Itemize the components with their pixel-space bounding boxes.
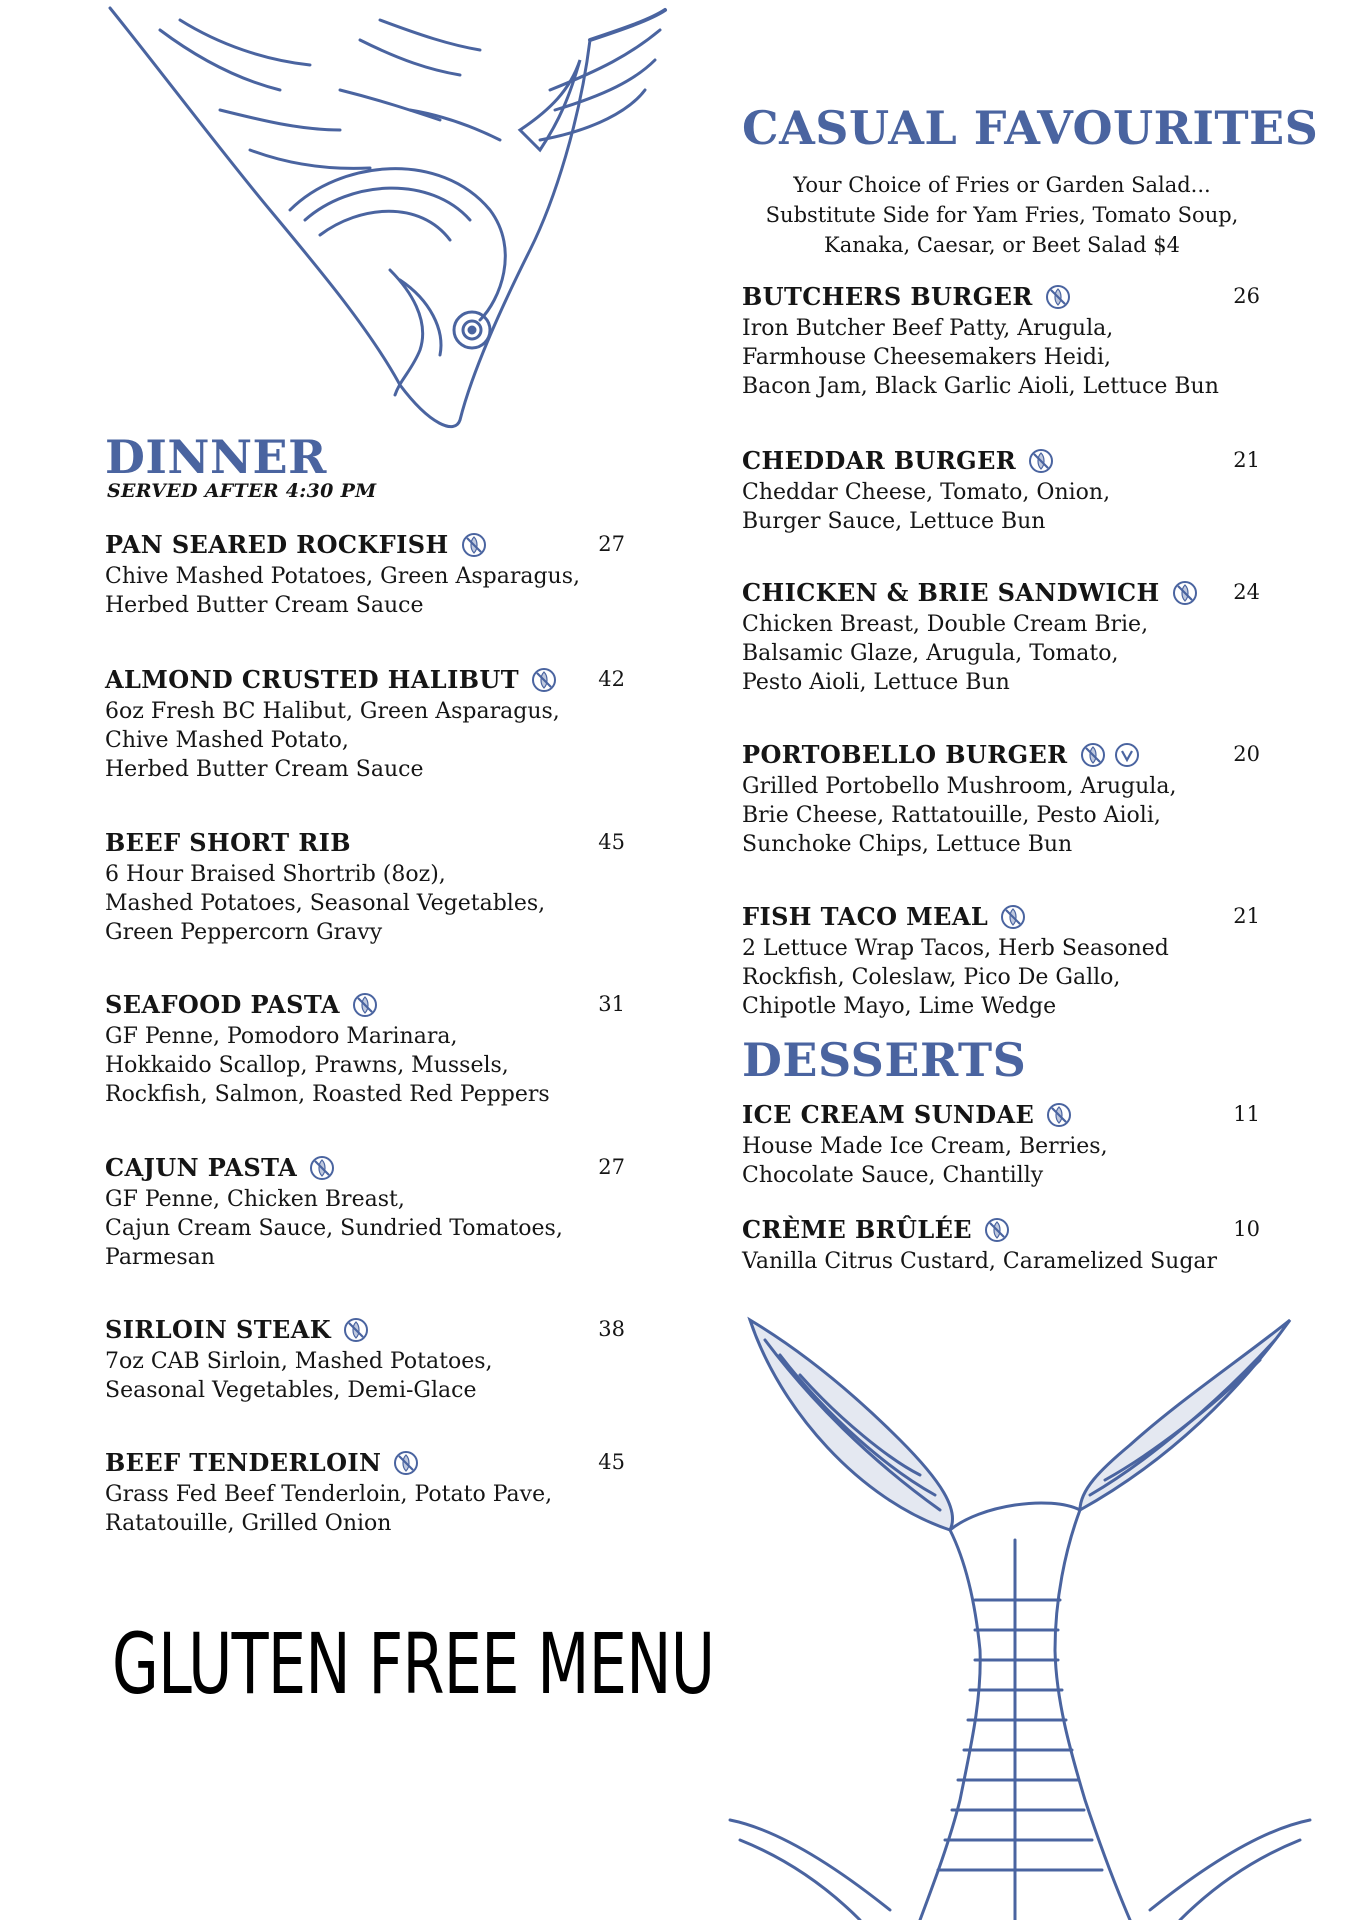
menu-item-description: Herbed Butter Cream Sauce — [105, 757, 424, 782]
casual-title: CASUAL FAVOURITES — [742, 101, 1319, 155]
menu-item — [105, 828, 625, 947]
menu-item-description: Rockfish, Coleslaw, Pico De Gallo, — [742, 965, 1121, 990]
menu-item-description: Vanilla Citrus Custard, Caramelized Sugar — [742, 1249, 1218, 1274]
menu-item-header — [105, 990, 625, 1022]
menu-item-name-text: CAJUN PASTA — [105, 1153, 298, 1182]
menu-item — [742, 740, 1260, 859]
menu-item-name-text: CHICKEN & BRIE SANDWICH — [742, 578, 1160, 607]
menu-item-header — [105, 828, 625, 860]
menu-item-description: Brie Cheese, Rattatouille, Pesto Aioli, — [742, 803, 1161, 828]
menu-item-name — [742, 1100, 1072, 1129]
menu-item-name — [105, 1315, 369, 1344]
menu-item — [105, 665, 625, 784]
menu-item-description: 2 Lettuce Wrap Tacos, Herb Seasoned — [742, 936, 1169, 961]
menu-item — [742, 1215, 1260, 1276]
dinner-title: DINNER — [105, 430, 327, 484]
menu-item-price: 21 — [1233, 448, 1260, 472]
menu-item — [742, 578, 1260, 697]
gluten-free-icon — [352, 992, 378, 1018]
menu-item-name — [742, 578, 1198, 607]
menu-item — [742, 282, 1260, 401]
menu-item-header — [742, 282, 1260, 314]
menu-item-description: 6 Hour Braised Shortrib (8oz), — [105, 862, 446, 887]
menu-item — [105, 530, 625, 620]
menu-item — [742, 902, 1260, 1021]
menu-item-description: Chipotle Mayo, Lime Wedge — [742, 994, 1057, 1019]
fish-head-illustration — [100, 0, 670, 440]
menu-item-description: 6oz Fresh BC Halibut, Green Asparagus, — [105, 699, 560, 724]
menu-item-description: Pesto Aioli, Lettuce Bun — [742, 670, 1010, 695]
gluten-free-icon — [461, 532, 487, 558]
menu-item-description: Cajun Cream Sauce, Sundried Tomatoes, — [105, 1216, 563, 1241]
menu-item-header — [105, 1315, 625, 1347]
menu-item-price: 27 — [598, 532, 625, 556]
menu-item-header — [742, 1215, 1260, 1247]
menu-item-name — [742, 1215, 1010, 1244]
menu-item-name — [742, 282, 1071, 311]
menu-item-name-text: CRÈME BRÛLÉE — [742, 1215, 972, 1244]
menu-item-price: 45 — [598, 1450, 625, 1474]
menu-item-header — [742, 1100, 1260, 1132]
menu-item-description: Chocolate Sauce, Chantilly — [742, 1163, 1044, 1188]
menu-item-header — [742, 902, 1260, 934]
gluten-free-icon — [1045, 284, 1071, 310]
menu-item — [105, 1315, 625, 1405]
gluten-free-icon — [309, 1155, 335, 1181]
menu-item-name-text: BEEF TENDERLOIN — [105, 1448, 382, 1477]
gluten-free-icon — [343, 1317, 369, 1343]
menu-item-name — [105, 828, 351, 857]
menu-item — [742, 1100, 1260, 1190]
menu-item-name-text: CHEDDAR BURGER — [742, 446, 1017, 475]
gluten-free-icon — [984, 1217, 1010, 1243]
dinner-subtitle: SERVED AFTER 4:30 PM — [107, 480, 377, 502]
menu-title: GLUTEN FREE MENU — [112, 1615, 715, 1713]
gluten-free-icon — [1080, 742, 1106, 768]
menu-item-description: Iron Butcher Beef Patty, Arugula, — [742, 316, 1114, 341]
menu-item-price: 38 — [598, 1317, 625, 1341]
menu-item-description: GF Penne, Pomodoro Marinara, — [105, 1024, 458, 1049]
menu-item-description: Green Peppercorn Gravy — [105, 920, 383, 945]
menu-item-price: 11 — [1233, 1102, 1260, 1126]
menu-item-price: 21 — [1233, 904, 1260, 928]
menu-item-description: Herbed Butter Cream Sauce — [105, 593, 424, 618]
intro-line: Kanaka, Caesar, or Beet Salad $4 — [824, 233, 1180, 257]
menu-item-header — [742, 578, 1260, 610]
menu-item-name — [105, 1448, 419, 1477]
menu-item-name-text: BUTCHERS BURGER — [742, 282, 1033, 311]
menu-item-name — [105, 665, 557, 694]
gluten-free-icon — [1172, 580, 1198, 606]
menu-item — [105, 990, 625, 1109]
menu-item-description: Grilled Portobello Mushroom, Arugula, — [742, 774, 1177, 799]
menu-item-name-text: BEEF SHORT RIB — [105, 828, 351, 857]
menu-item-description: Seasonal Vegetables, Demi-Glace — [105, 1378, 477, 1403]
intro-line: Substitute Side for Yam Fries, Tomato Soup, — [765, 203, 1239, 227]
menu-item — [105, 1448, 625, 1538]
menu-item-name-text: PAN SEARED ROCKFISH — [105, 530, 449, 559]
menu-item-header — [105, 530, 625, 562]
menu-item-name-text: ALMOND CRUSTED HALIBUT — [105, 665, 519, 694]
gluten-free-icon — [1046, 1102, 1072, 1128]
menu-item-description: 7oz CAB Sirloin, Mashed Potatoes, — [105, 1349, 493, 1374]
menu-item-name-text: SEAFOOD PASTA — [105, 990, 340, 1019]
menu-item-header — [742, 446, 1260, 478]
menu-item-description: Rockfish, Salmon, Roasted Red Peppers — [105, 1082, 550, 1107]
menu-item-description: Balsamic Glaze, Arugula, Tomato, — [742, 641, 1119, 666]
menu-item-name — [742, 446, 1054, 475]
menu-item-price: 45 — [598, 830, 625, 854]
gluten-free-icon — [531, 667, 557, 693]
menu-item-price: 31 — [598, 992, 625, 1016]
menu-item-description: Mashed Potatoes, Seasonal Vegetables, — [105, 891, 546, 916]
menu-item-name — [742, 740, 1140, 769]
menu-item-name — [105, 990, 378, 1019]
menu-item-name-text: FISH TACO MEAL — [742, 902, 989, 931]
menu-item-header — [105, 1448, 625, 1480]
menu-item-name-text: ICE CREAM SUNDAE — [742, 1100, 1035, 1129]
menu-item-description: Ratatouille, Grilled Onion — [105, 1511, 392, 1536]
menu-item-header — [742, 740, 1260, 772]
menu-item-header — [105, 665, 625, 697]
menu-item-description: Grass Fed Beef Tenderloin, Potato Pave, — [105, 1482, 553, 1507]
casual-intro — [742, 170, 1262, 260]
menu-item-description: Chive Mashed Potato, — [105, 728, 349, 753]
menu-item-name — [105, 530, 487, 559]
menu-item-price: 42 — [598, 667, 625, 691]
menu-item-price: 10 — [1233, 1217, 1260, 1241]
intro-line: Your Choice of Fries or Garden Salad... — [793, 173, 1211, 197]
menu-item-description: Hokkaido Scallop, Prawns, Mussels, — [105, 1053, 509, 1078]
menu-item-description: Bacon Jam, Black Garlic Aioli, Lettuce Bun — [742, 374, 1219, 399]
desserts-title: DESSERTS — [742, 1033, 1027, 1087]
menu-item-description: Cheddar Cheese, Tomato, Onion, — [742, 480, 1111, 505]
gluten-free-icon — [1028, 448, 1054, 474]
menu-item-description: Chicken Breast, Double Cream Brie, — [742, 612, 1149, 637]
menu-item-price: 26 — [1233, 284, 1260, 308]
menu-item-description: Sunchoke Chips, Lettuce Bun — [742, 832, 1073, 857]
menu-item-description: Burger Sauce, Lettuce Bun — [742, 509, 1046, 534]
menu-item-header — [105, 1153, 625, 1185]
menu-item-price: 27 — [598, 1155, 625, 1179]
fish-tail-illustration — [720, 1300, 1320, 1920]
menu-item-description: Farmhouse Cheesemakers Heidi, — [742, 345, 1111, 370]
menu-item-name-text: SIRLOIN STEAK — [105, 1315, 331, 1344]
menu-item-description: Chive Mashed Potatoes, Green Asparagus, — [105, 564, 581, 589]
vegetarian-icon — [1114, 742, 1140, 768]
menu-item-name-text: PORTOBELLO BURGER — [742, 740, 1068, 769]
menu-item-description: House Made Ice Cream, Berries, — [742, 1134, 1108, 1159]
menu-item — [742, 446, 1260, 536]
menu-item-name — [105, 1153, 335, 1182]
menu-item-price: 24 — [1233, 580, 1260, 604]
gluten-free-icon — [1000, 904, 1026, 930]
gluten-free-icon — [393, 1450, 419, 1476]
menu-item-price: 20 — [1233, 742, 1260, 766]
menu-item-description: Parmesan — [105, 1245, 215, 1270]
menu-item-description: GF Penne, Chicken Breast, — [105, 1187, 405, 1212]
menu-item-name — [742, 902, 1026, 931]
menu-item — [105, 1153, 625, 1272]
